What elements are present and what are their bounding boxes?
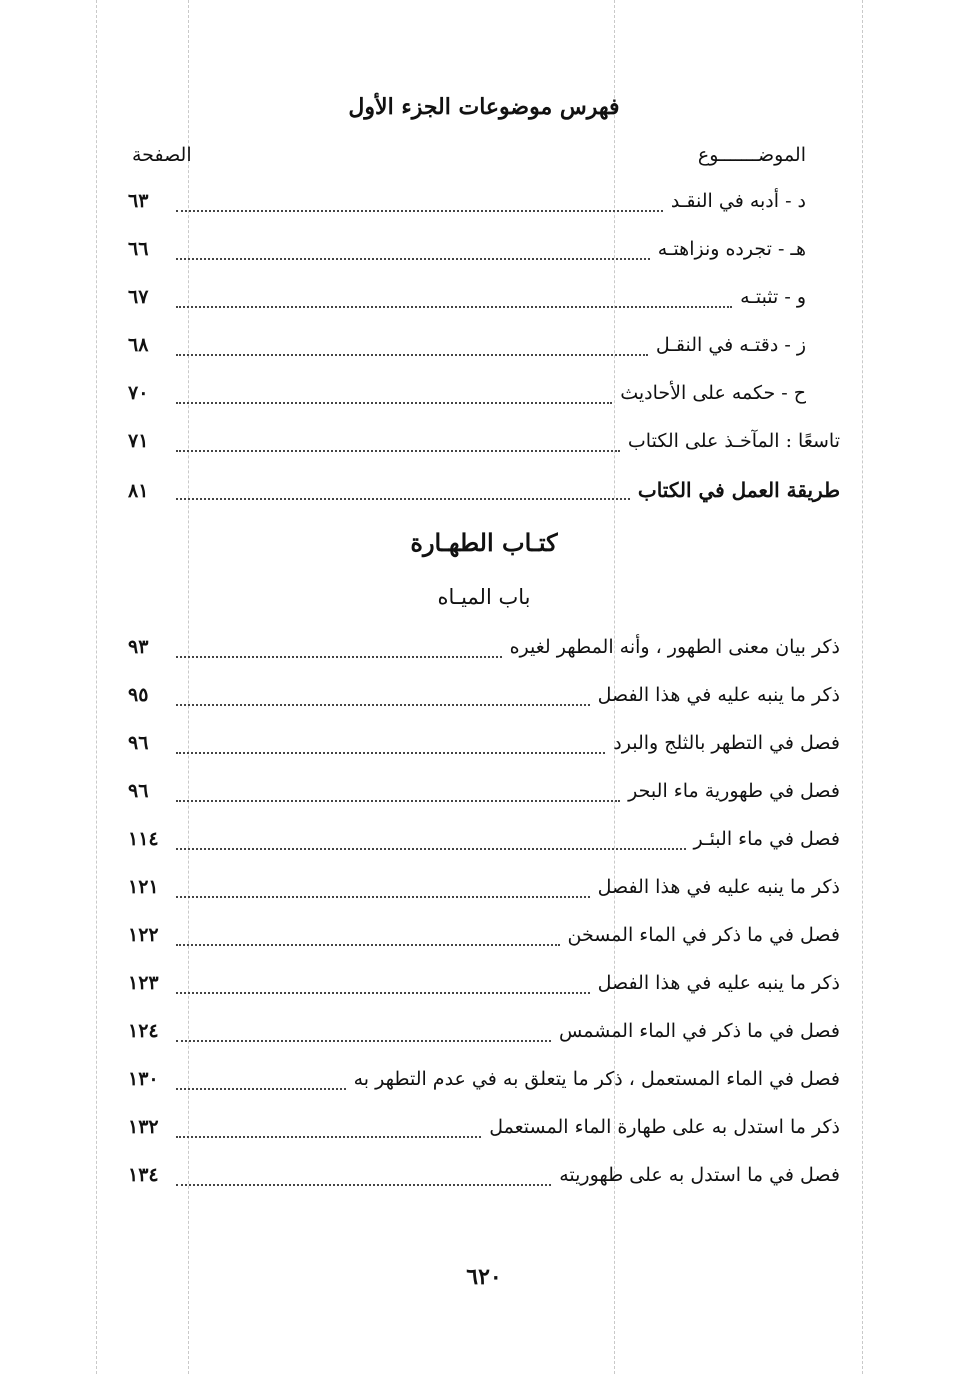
toc-entry[interactable] bbox=[128, 382, 840, 422]
dot-leader bbox=[176, 449, 620, 452]
toc-entry-page: ٦٦ bbox=[128, 238, 149, 260]
scan-guide-line bbox=[96, 0, 97, 1374]
toc-entry-title: ذكر بيان معنى الطهور ، وأنه المطهر لغيره bbox=[509, 636, 840, 658]
toc-entry[interactable] bbox=[128, 636, 840, 676]
dot-leader bbox=[176, 353, 648, 356]
toc-entry-title: و - تثبتـه bbox=[740, 286, 806, 308]
toc-entry-page: ٦٣ bbox=[128, 190, 149, 212]
toc-entry-page: ١٢٢ bbox=[128, 924, 159, 946]
toc-entry[interactable] bbox=[128, 1164, 840, 1204]
toc-entry-page: ١١٤ bbox=[128, 828, 159, 850]
toc-entry[interactable] bbox=[128, 334, 840, 374]
toc-entry-title: ذكر ما استدل به على طهارة الماء المستعمل bbox=[489, 1116, 840, 1138]
toc-entry-page: ١٢٣ bbox=[128, 972, 159, 994]
toc-entry[interactable] bbox=[128, 1020, 840, 1060]
dot-leader bbox=[176, 751, 605, 754]
dot-leader bbox=[176, 655, 502, 658]
toc-entry[interactable] bbox=[128, 1068, 840, 1108]
dot-leader bbox=[176, 401, 612, 404]
toc-entry-title: ذكر ما ينبه عليه في هذا الفصل bbox=[597, 972, 840, 994]
toc-entry-page: ١٣٤ bbox=[128, 1164, 159, 1186]
toc-entry[interactable] bbox=[128, 828, 840, 868]
toc-entry[interactable] bbox=[128, 684, 840, 724]
toc-entry-title: تاسعًا : المآخـذ على الكتاب bbox=[627, 430, 840, 452]
dot-leader bbox=[176, 1087, 346, 1090]
toc-entry-page: ٩٣ bbox=[128, 636, 149, 658]
toc-entry[interactable] bbox=[128, 430, 840, 470]
topic-column-header: الموضـــــــوع bbox=[697, 144, 806, 166]
toc-entry-title: ح - حكمه على الأحاديث bbox=[620, 382, 806, 404]
toc-entry-title: فصل في ما ذكر في الماء المسخن bbox=[567, 924, 840, 946]
toc-entry[interactable] bbox=[128, 286, 840, 326]
toc-entry-page: ١٢١ bbox=[128, 876, 159, 898]
dot-leader bbox=[176, 943, 560, 946]
dot-leader bbox=[176, 1135, 481, 1138]
toc-entry[interactable] bbox=[128, 972, 840, 1012]
dot-leader bbox=[176, 1039, 551, 1042]
dot-leader bbox=[176, 209, 663, 212]
toc-entry[interactable] bbox=[128, 190, 840, 230]
dot-leader bbox=[176, 799, 620, 802]
toc-entry-title: طريقة العمل في الكتاب bbox=[637, 478, 840, 502]
index-page bbox=[128, 0, 840, 1374]
dot-leader bbox=[176, 991, 590, 994]
toc-entry-title: فصل في ما ذكر في الماء المشمس bbox=[559, 1020, 840, 1042]
toc-entry[interactable] bbox=[128, 478, 840, 518]
column-headers bbox=[128, 144, 840, 178]
toc-entry-page: ٧٠ bbox=[128, 382, 149, 404]
toc-entry-page: ١٣٢ bbox=[128, 1116, 159, 1138]
page-number: ٦٢٠ bbox=[466, 1264, 502, 1290]
dot-leader bbox=[176, 257, 650, 260]
toc-entry-page: ٩٥ bbox=[128, 684, 149, 706]
toc-entry-page: ٦٧ bbox=[128, 286, 149, 308]
toc-entry-title: ز - دقتـه في النقـل bbox=[655, 334, 806, 356]
page-column-header: الصفحة bbox=[132, 144, 192, 166]
scan-guide-line bbox=[862, 0, 863, 1374]
dot-leader bbox=[176, 895, 590, 898]
dot-leader bbox=[176, 847, 686, 850]
toc-entry-title: فصل في طهورية ماء البحر bbox=[628, 780, 840, 802]
dot-leader bbox=[176, 305, 732, 308]
toc-entry[interactable] bbox=[128, 924, 840, 964]
toc-entry-title: د - أدبه في النقـد bbox=[670, 190, 806, 212]
toc-entry-title: ذكر ما ينبه عليه في هذا الفصل bbox=[597, 876, 840, 898]
toc-entry-page: ١٢٤ bbox=[128, 1020, 159, 1042]
page-title: فهرس موضوعات الجزء الأول bbox=[348, 94, 620, 120]
dot-leader bbox=[176, 497, 630, 500]
dot-leader bbox=[176, 1183, 551, 1186]
toc-entry-title: فصل في ما استدل به على طهوريته bbox=[559, 1164, 840, 1186]
dot-leader bbox=[176, 703, 590, 706]
chapter-title: باب الميـاه bbox=[437, 585, 531, 609]
toc-entry[interactable] bbox=[128, 238, 840, 278]
toc-entry[interactable] bbox=[128, 1116, 840, 1156]
toc-entry-page: ١٣٠ bbox=[128, 1068, 159, 1090]
toc-entry-title: ذكر ما ينبه عليه في هذا الفصل bbox=[597, 684, 840, 706]
toc-entry-title: هـ - تجرده ونزاهتـه bbox=[657, 238, 806, 260]
toc-entry-page: ٩٦ bbox=[128, 732, 149, 754]
toc-entry-title: فصل في الماء المستعمل ، ذكر ما يتعلق به في عدم التطهر به bbox=[353, 1068, 840, 1090]
toc-entry-title: فصل في ماء البئـر bbox=[693, 828, 840, 850]
toc-entry[interactable] bbox=[128, 876, 840, 916]
toc-entry-page: ٩٦ bbox=[128, 780, 149, 802]
toc-entry-page: ٨١ bbox=[128, 480, 149, 502]
toc-entry-page: ٦٨ bbox=[128, 334, 149, 356]
book-section-title: كتـاب الطهـارة bbox=[410, 528, 558, 557]
toc-entry[interactable] bbox=[128, 780, 840, 820]
toc-entry-page: ٧١ bbox=[128, 430, 149, 452]
toc-entry[interactable] bbox=[128, 732, 840, 772]
toc-entry-title: فصل في التطهر بالثلج والبرد bbox=[613, 732, 840, 754]
